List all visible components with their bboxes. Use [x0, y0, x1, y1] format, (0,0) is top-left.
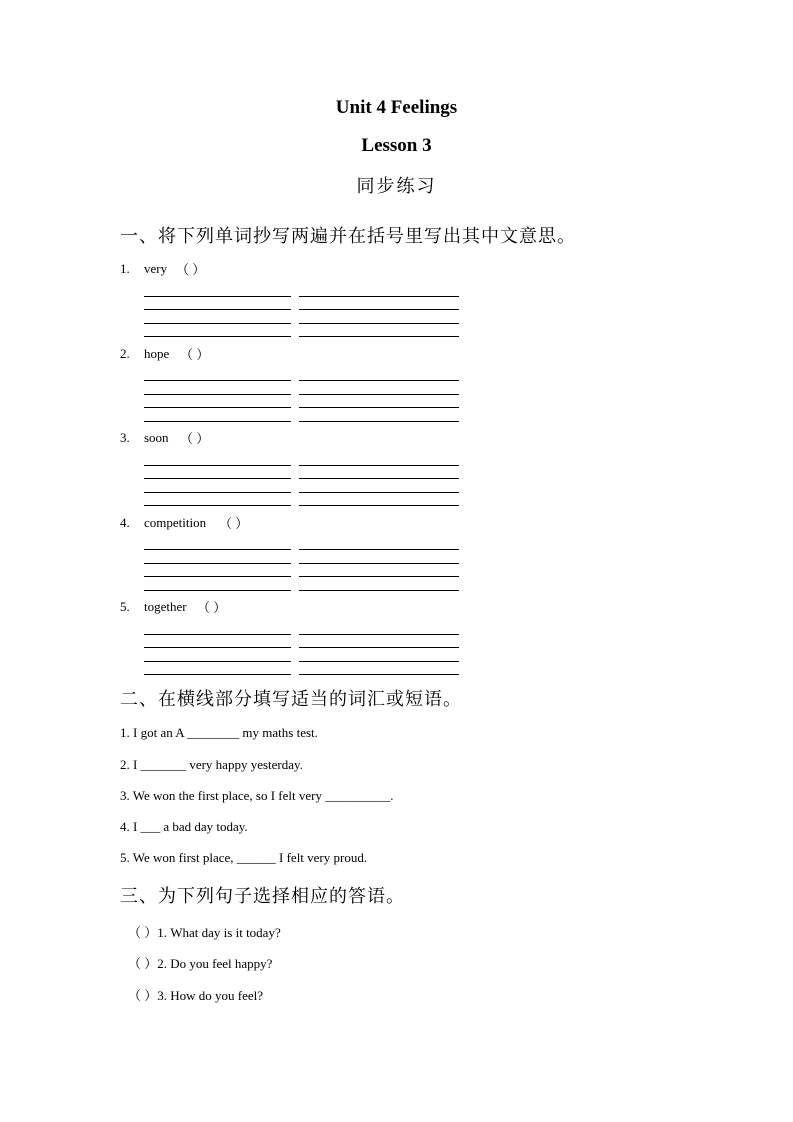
item-number: 5.: [120, 599, 130, 614]
copy-line[interactable]: [144, 336, 291, 337]
copy-line[interactable]: [144, 590, 291, 591]
item-number: 2.: [120, 346, 130, 361]
copy-line[interactable]: [144, 549, 291, 550]
item-number: 3.: [120, 430, 130, 445]
copy-line[interactable]: [144, 634, 291, 635]
copy-line[interactable]: [299, 505, 459, 506]
meaning-brackets[interactable]: （ ）: [219, 516, 249, 531]
copy-line[interactable]: [144, 296, 291, 297]
item-word: very: [144, 261, 168, 276]
match-question[interactable]: （ ）2. Do you feel happy?: [128, 956, 273, 971]
item-number: 1.: [120, 261, 130, 276]
item-word: together: [144, 599, 187, 614]
copy-line[interactable]: [299, 336, 459, 337]
item-number: 4.: [120, 515, 130, 530]
copy-line[interactable]: [299, 380, 459, 381]
page-subtitle: 同步练习: [356, 176, 437, 196]
copy-line[interactable]: [144, 421, 291, 422]
fill-sentence[interactable]: 4. I ___ a bad day today.: [120, 819, 248, 834]
copy-line[interactable]: [299, 674, 459, 675]
copy-line[interactable]: [299, 296, 459, 297]
fill-sentence[interactable]: 1. I got an A ________ my maths test.: [120, 725, 318, 740]
copy-line[interactable]: [299, 465, 459, 466]
meaning-brackets[interactable]: （ ）: [176, 262, 206, 277]
section2-heading: 二、在横线部分填写适当的词汇或短语。: [120, 689, 462, 709]
fill-sentence[interactable]: 2. I _______ very happy yesterday.: [120, 757, 303, 772]
copy-line[interactable]: [299, 421, 459, 422]
copy-line[interactable]: [299, 634, 459, 635]
item-word: hope: [144, 346, 170, 361]
copy-line[interactable]: [299, 590, 459, 591]
item-word: soon: [144, 430, 169, 445]
copy-line[interactable]: [144, 380, 291, 381]
meaning-brackets[interactable]: （ ）: [197, 600, 227, 615]
match-question[interactable]: （ ）3. How do you feel?: [128, 988, 264, 1003]
copy-line[interactable]: [299, 549, 459, 550]
meaning-brackets[interactable]: （ ）: [180, 431, 210, 446]
copy-line[interactable]: [144, 674, 291, 675]
fill-sentence[interactable]: 5. We won first place, ______ I felt very proud.: [120, 850, 368, 865]
fill-sentence[interactable]: 3. We won the first place, so I felt very __________.: [120, 788, 394, 803]
unit-title: Unit 4 Feelings: [335, 97, 458, 118]
item-word: competition: [144, 515, 207, 530]
match-question[interactable]: （ ）1. What day is it today?: [128, 925, 281, 940]
copy-line[interactable]: [144, 465, 291, 466]
lesson-title: Lesson 3: [361, 135, 432, 156]
meaning-brackets[interactable]: （ ）: [180, 347, 210, 362]
copy-line[interactable]: [144, 505, 291, 506]
section3-heading: 三、为下列句子选择相应的答语。: [120, 886, 405, 906]
section1-heading: 一、将下列单词抄写两遍并在括号里写出其中文意思。: [120, 226, 576, 246]
